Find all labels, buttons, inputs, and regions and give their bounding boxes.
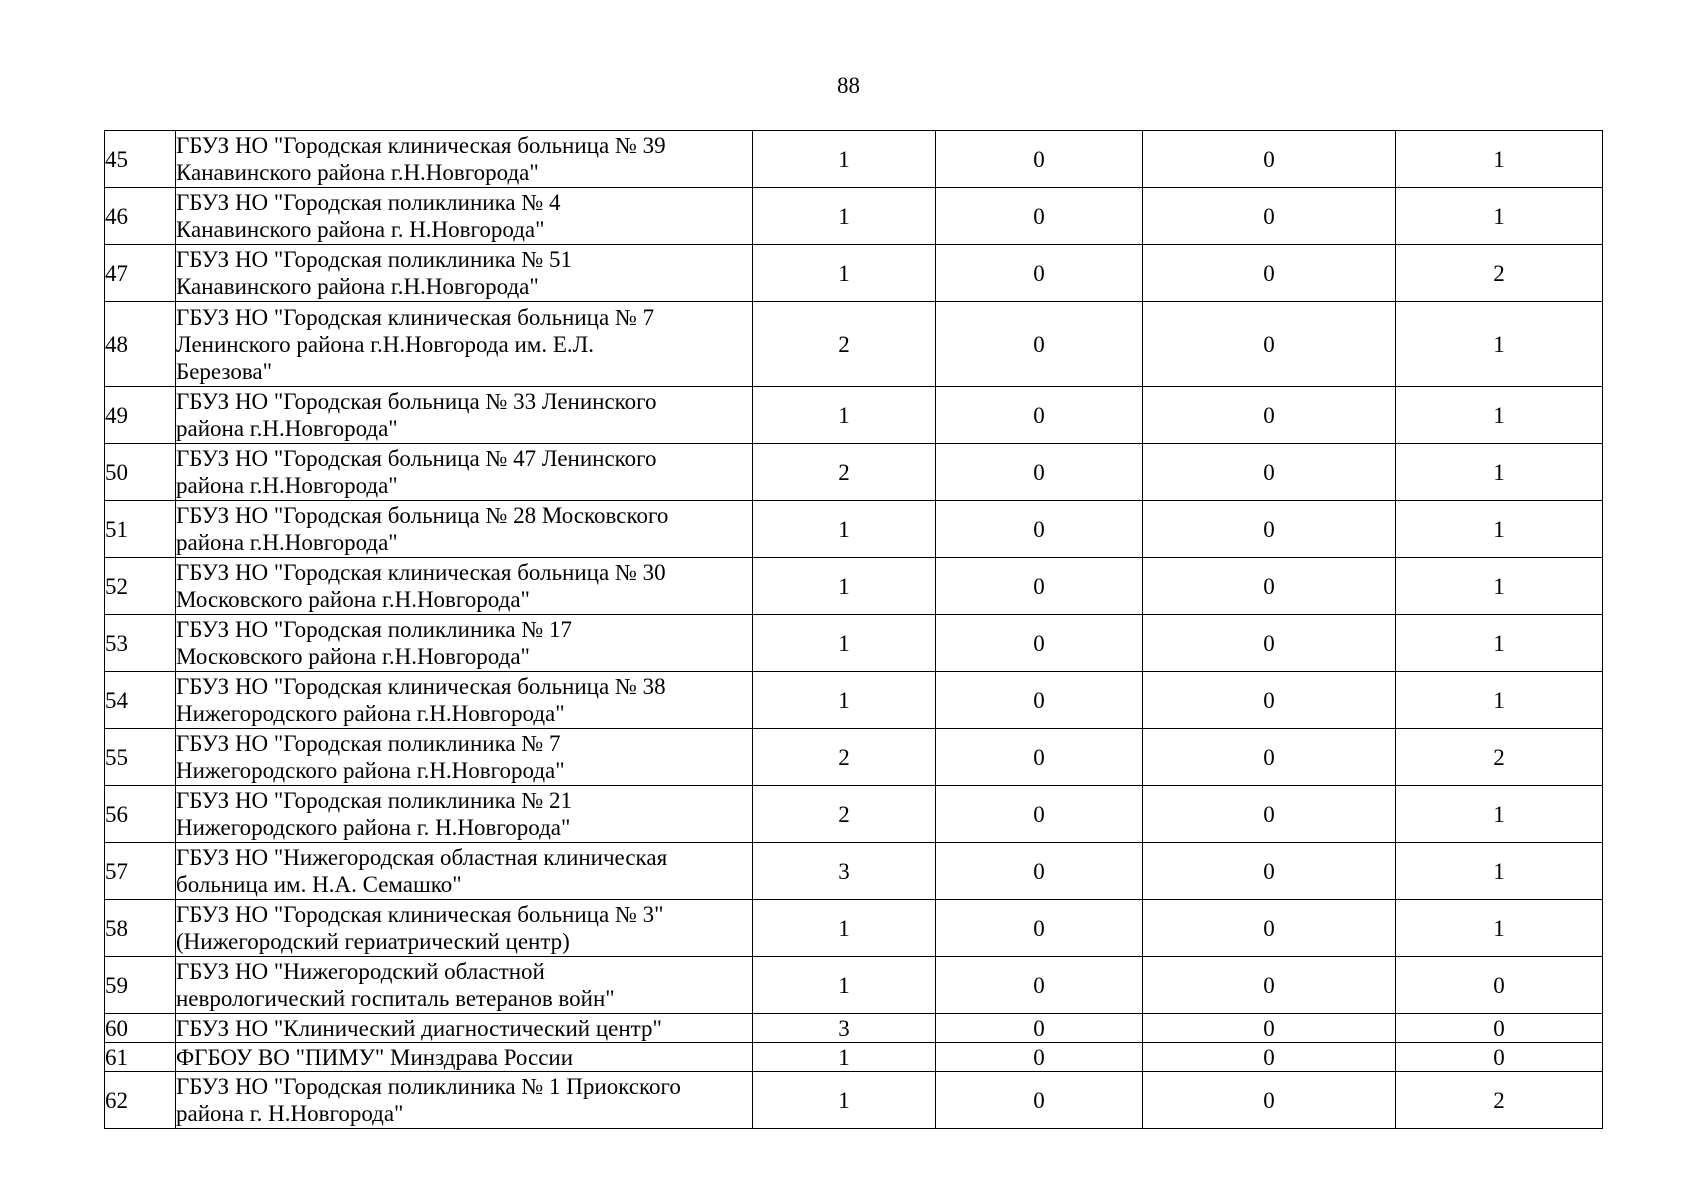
row-number-cell: 60: [105, 1014, 176, 1043]
row-number-cell: 56: [105, 786, 176, 843]
row-number-cell: 45: [105, 131, 176, 188]
row-number-cell: 49: [105, 387, 176, 444]
institution-name-line: ГБУЗ НО "Городская больница № 33 Ленинского: [176, 389, 657, 414]
institution-name-cell: [176, 1014, 753, 1043]
institution-name-cell: [176, 302, 753, 387]
value-cell-1: 1: [753, 387, 936, 444]
table-row: [105, 302, 1603, 387]
institution-name-line: ГБУЗ НО "Городская поликлиника № 51: [176, 247, 573, 272]
row-number-cell: 52: [105, 558, 176, 615]
value-cell-2: 0: [936, 957, 1143, 1014]
value-cell-2: 0: [936, 501, 1143, 558]
value-cell-2: 0: [936, 558, 1143, 615]
row-number-cell: 54: [105, 672, 176, 729]
table-row: [105, 387, 1603, 444]
value-cell-2: 0: [936, 1072, 1143, 1129]
value-cell-2: 0: [936, 444, 1143, 501]
value-cell-1: 1: [753, 957, 936, 1014]
row-number-cell: 59: [105, 957, 176, 1014]
value-cell-4: 0: [1396, 1014, 1603, 1043]
institution-name-line: Канавинского района г.Н.Новгорода": [176, 160, 539, 185]
table-row: [105, 900, 1603, 957]
row-number-cell: 61: [105, 1043, 176, 1072]
institution-name-line: Березова": [176, 358, 273, 384]
row-number-cell: 55: [105, 729, 176, 786]
institution-name-line: ГБУЗ НО "Городская больница № 47 Ленинского: [176, 446, 657, 471]
institution-name-cell: [176, 1072, 753, 1129]
institution-name-cell: [176, 957, 753, 1014]
value-cell-2: 0: [936, 672, 1143, 729]
value-cell-4: 1: [1396, 786, 1603, 843]
institution-name-line: неврологический госпиталь ветеранов войн": [176, 986, 615, 1011]
value-cell-4: 1: [1396, 843, 1603, 900]
value-cell-2: 0: [936, 387, 1143, 444]
institution-name-line: ГБУЗ НО "Городская клиническая больница № 3": [176, 902, 664, 927]
value-cell-1: 1: [753, 131, 936, 188]
value-cell-3: 0: [1143, 615, 1396, 672]
institution-name-line: района г. Н.Новгорода": [176, 1101, 404, 1126]
value-cell-1: 1: [753, 245, 936, 302]
value-cell-3: 0: [1143, 1014, 1396, 1043]
table-row: [105, 245, 1603, 302]
institution-name-line: ГБУЗ НО "Городская клиническая больница № 38: [176, 674, 666, 699]
institutions-table: [104, 130, 1603, 1129]
table-row: [105, 501, 1603, 558]
institution-name-line: Нижегородского района г. Н.Новгорода": [176, 815, 571, 840]
institution-name-line: больница им. Н.А. Семашко": [176, 872, 462, 897]
value-cell-4: 1: [1396, 900, 1603, 957]
value-cell-2: 0: [936, 188, 1143, 245]
table-row: [105, 131, 1603, 188]
value-cell-4: 0: [1396, 957, 1603, 1014]
row-number-cell: 47: [105, 245, 176, 302]
institution-name-line: Канавинского района г. Н.Новгорода": [176, 217, 545, 242]
institution-name-cell: [176, 501, 753, 558]
institution-name-line: Канавинского района г.Н.Новгорода": [176, 274, 539, 299]
institution-name-cell: [176, 387, 753, 444]
value-cell-3: 0: [1143, 302, 1396, 387]
institution-name-line: Нижегородского района г.Н.Новгорода": [176, 758, 565, 783]
row-number-cell: 53: [105, 615, 176, 672]
institution-name-cell: [176, 615, 753, 672]
value-cell-1: 1: [753, 672, 936, 729]
institution-name-cell: [176, 900, 753, 957]
institution-name-line: района г.Н.Новгорода": [176, 530, 398, 555]
institution-name-cell: [176, 843, 753, 900]
institution-name-cell: [176, 729, 753, 786]
value-cell-3: 0: [1143, 501, 1396, 558]
value-cell-4: 2: [1396, 245, 1603, 302]
value-cell-3: 0: [1143, 1043, 1396, 1072]
institution-name-cell: [176, 672, 753, 729]
value-cell-1: 1: [753, 900, 936, 957]
value-cell-2: 0: [936, 615, 1143, 672]
institution-name-line: Нижегородского района г.Н.Новгорода": [176, 701, 565, 726]
value-cell-1: 1: [753, 1043, 936, 1072]
institution-name-cell: [176, 786, 753, 843]
value-cell-3: 0: [1143, 786, 1396, 843]
value-cell-4: 1: [1396, 387, 1603, 444]
table-row: [105, 615, 1603, 672]
table-row: [105, 672, 1603, 729]
value-cell-4: 1: [1396, 672, 1603, 729]
institution-name-line: ГБУЗ НО "Городская поликлиника № 1 Приокского: [176, 1074, 681, 1099]
value-cell-3: 0: [1143, 558, 1396, 615]
value-cell-4: 1: [1396, 131, 1603, 188]
value-cell-3: 0: [1143, 957, 1396, 1014]
row-number-cell: 46: [105, 188, 176, 245]
value-cell-1: 2: [753, 786, 936, 843]
value-cell-1: 2: [753, 729, 936, 786]
table-row: [105, 843, 1603, 900]
table-row: [105, 188, 1603, 245]
value-cell-1: 2: [753, 302, 936, 387]
institution-name-line: (Нижегородский гериатрический центр): [176, 929, 570, 954]
value-cell-3: 0: [1143, 131, 1396, 188]
value-cell-3: 0: [1143, 188, 1396, 245]
value-cell-4: 1: [1396, 558, 1603, 615]
institution-name-line: ГБУЗ НО "Городская больница № 28 Московского: [176, 503, 669, 528]
value-cell-3: 0: [1143, 672, 1396, 729]
institution-name-line: района г.Н.Новгорода": [176, 473, 398, 498]
value-cell-3: 0: [1143, 387, 1396, 444]
table-row: [105, 1072, 1603, 1129]
institution-name-line: ГБУЗ НО "Нижегородский областной: [176, 959, 545, 984]
value-cell-4: 1: [1396, 188, 1603, 245]
institution-name-line: ФГБОУ ВО "ПИМУ" Минздрава России: [176, 1044, 574, 1070]
institution-name-line: района г.Н.Новгорода": [176, 416, 398, 441]
table-row: [105, 729, 1603, 786]
value-cell-4: 1: [1396, 444, 1603, 501]
table-row: [105, 786, 1603, 843]
institution-name-line: ГБУЗ НО "Клинический диагностический центр": [176, 1015, 662, 1041]
value-cell-1: 1: [753, 558, 936, 615]
institution-name-line: ГБУЗ НО "Городская поликлиника № 7: [176, 731, 561, 756]
value-cell-3: 0: [1143, 444, 1396, 501]
institution-name-line: ГБУЗ НО "Нижегородская областная клиническая: [176, 845, 668, 870]
row-number-cell: 51: [105, 501, 176, 558]
institution-name-line: ГБУЗ НО "Городская клиническая больница № 30: [176, 560, 666, 585]
value-cell-4: 1: [1396, 501, 1603, 558]
value-cell-1: 1: [753, 615, 936, 672]
value-cell-2: 0: [936, 900, 1143, 957]
value-cell-1: 1: [753, 501, 936, 558]
institution-name-cell: [176, 245, 753, 302]
row-number-cell: 50: [105, 444, 176, 501]
value-cell-2: 0: [936, 1043, 1143, 1072]
value-cell-2: 0: [936, 786, 1143, 843]
value-cell-1: 3: [753, 843, 936, 900]
value-cell-2: 0: [936, 843, 1143, 900]
table-row: [105, 558, 1603, 615]
value-cell-2: 0: [936, 1014, 1143, 1043]
institution-name-line: ГБУЗ НО "Городская поликлиника № 21: [176, 788, 573, 813]
value-cell-3: 0: [1143, 1072, 1396, 1129]
value-cell-3: 0: [1143, 843, 1396, 900]
table-row: [105, 444, 1603, 501]
value-cell-1: 3: [753, 1014, 936, 1043]
value-cell-4: 1: [1396, 615, 1603, 672]
institution-name-line: ГБУЗ НО "Городская поликлиника № 4: [176, 190, 561, 215]
value-cell-3: 0: [1143, 245, 1396, 302]
value-cell-1: 2: [753, 444, 936, 501]
value-cell-2: 0: [936, 729, 1143, 786]
value-cell-1: 1: [753, 1072, 936, 1129]
value-cell-4: 2: [1396, 1072, 1603, 1129]
value-cell-4: 2: [1396, 729, 1603, 786]
institution-name-line: Московского района г.Н.Новгорода": [176, 644, 530, 669]
value-cell-1: 1: [753, 188, 936, 245]
institution-name-cell: [176, 558, 753, 615]
institution-name-line: ГБУЗ НО "Городская клиническая больница № 7: [176, 304, 655, 330]
value-cell-3: 0: [1143, 729, 1396, 786]
institution-name-cell: [176, 1043, 753, 1072]
page-number: 88: [837, 73, 860, 98]
institution-name-cell: [176, 131, 753, 188]
value-cell-2: 0: [936, 245, 1143, 302]
value-cell-4: 0: [1396, 1043, 1603, 1072]
table-row: [105, 957, 1603, 1014]
value-cell-2: 0: [936, 131, 1143, 188]
institution-name-cell: [176, 444, 753, 501]
institution-name-cell: [176, 188, 753, 245]
table-body: [105, 131, 1603, 1129]
value-cell-2: 0: [936, 302, 1143, 387]
row-number-cell: 57: [105, 843, 176, 900]
row-number-cell: 58: [105, 900, 176, 957]
institution-name-line: ГБУЗ НО "Городская поликлиника № 17: [176, 617, 573, 642]
row-number-cell: 48: [105, 302, 176, 387]
value-cell-4: 1: [1396, 302, 1603, 387]
row-number-cell: 62: [105, 1072, 176, 1129]
value-cell-3: 0: [1143, 900, 1396, 957]
table-row: [105, 1043, 1603, 1072]
institution-name-line: Ленинского района г.Н.Новгорода им. Е.Л.: [176, 331, 594, 357]
table-row: [105, 1014, 1603, 1043]
institution-name-line: ГБУЗ НО "Городская клиническая больница № 39: [176, 133, 666, 158]
institution-name-line: Московского района г.Н.Новгорода": [176, 587, 530, 612]
